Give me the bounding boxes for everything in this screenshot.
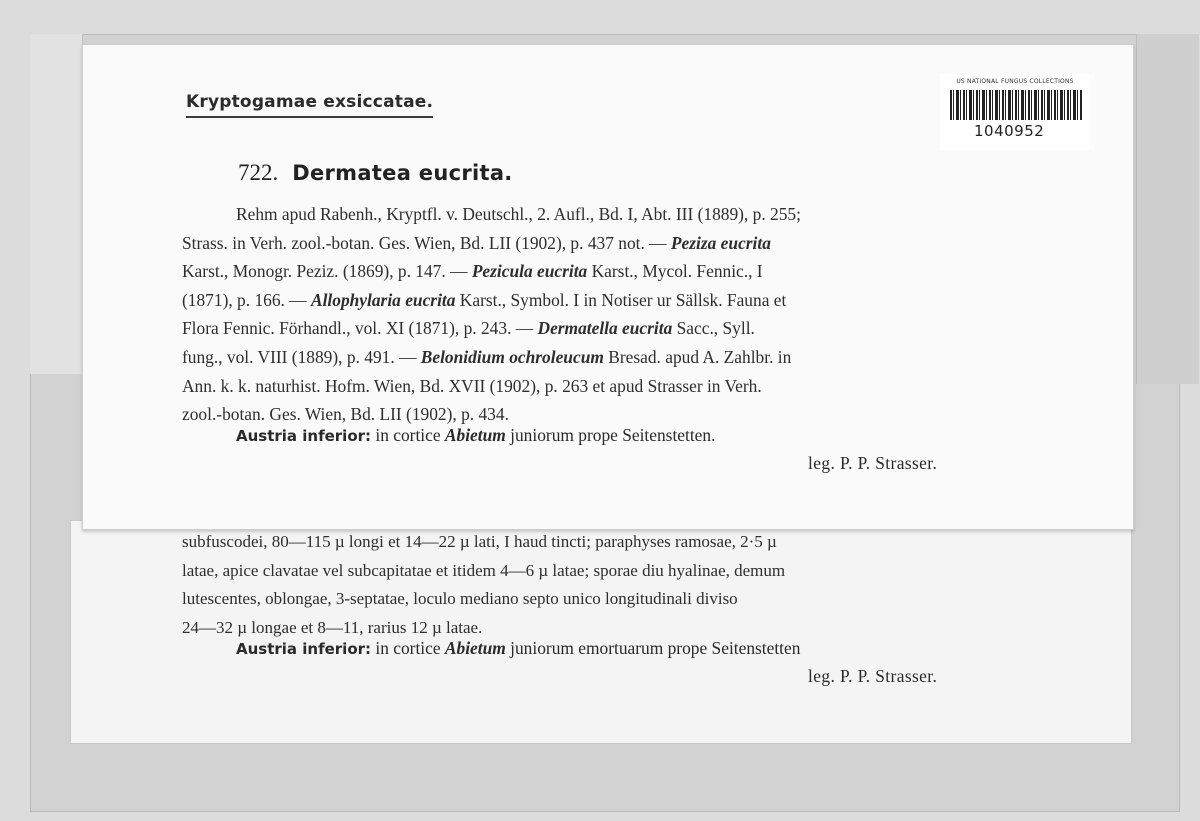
- barcode-number: 1040952: [974, 122, 1045, 140]
- taxon-name: Dermatella eucrita: [537, 318, 673, 339]
- text-segment: Sacc., Syll.: [672, 318, 755, 339]
- upper-label-collector: leg. P. P. Strasser.: [808, 453, 938, 473]
- text-line: [182, 200, 1026, 229]
- upper-label-locality: Austria inferior: in cortice Abietum juniorum prope Seitenstetten.: [236, 425, 716, 445]
- barcode-label: [940, 74, 1090, 150]
- text-segment: Karst., Monogr. Peziz. (1869), p. 147. —: [182, 261, 472, 282]
- text-line: [182, 286, 1026, 315]
- synonymy-text: [182, 200, 1026, 429]
- text-segment: Bresad. apud A. Zahlbr. in: [603, 346, 792, 367]
- locality-region: Austria inferior:: [236, 427, 372, 445]
- species-name: Dermatea eucrita.: [292, 161, 513, 185]
- text-segment: zool.-botan. Ges. Wien, Bd. LII (1902), p. 434.: [182, 404, 509, 425]
- text-segment: Strass. in Verh. zool.-botan. Ges. Wien, Bd. LII (1902), p. 437 not. —: [182, 232, 671, 253]
- text-line: [182, 372, 1026, 401]
- lower-label-collector: leg. P. P. Strasser.: [808, 666, 938, 686]
- lower-label-description: [182, 528, 1018, 642]
- lower-label-locality: Austria inferior: in cortice Abietum juniorum emortuarum prope Seitenstetten: [236, 638, 801, 658]
- text-segment: (1871), p. 166. —: [182, 289, 311, 310]
- text-line: [182, 314, 1026, 343]
- text-segment: fung., vol. VIII (1889), p. 491. —: [182, 346, 421, 367]
- folder-flap-right: [1136, 34, 1199, 384]
- text-line: [182, 585, 1018, 614]
- text-segment: Karst., Symbol. I in Notiser ur Sällsk. Fauna et: [455, 289, 787, 310]
- text-line: [182, 257, 1026, 286]
- entry-number: 722.: [238, 160, 279, 185]
- folder-flap-left: [30, 34, 83, 374]
- text-segment: subfuscodei, 80—115 µ longi et 14—22 µ lati, I haud tincti; paraphyses ramosae, 2·5 µ: [182, 532, 777, 551]
- text-line: [182, 557, 1018, 586]
- barcode-caption: US NATIONAL FUNGUS COLLECTIONS: [956, 78, 1074, 85]
- barcode-icon: [950, 90, 1082, 120]
- text-line: [182, 528, 1018, 557]
- taxon-name: Belonidium ochroleucum: [420, 346, 604, 367]
- taxon-name: Allophylaria eucrita: [310, 289, 456, 310]
- species-heading: [238, 160, 513, 186]
- text-segment: 24—32 µ longae et 8—11, rarius 12 µ latae.: [182, 617, 483, 637]
- text-segment: Flora Fennic. Förhandl., vol. XI (1871), p. 243. —: [182, 318, 538, 339]
- text-line: [182, 229, 1026, 258]
- substrate-name: Abietum: [444, 638, 506, 658]
- series-title: Kryptogamae exsiccatae.: [186, 92, 433, 118]
- text-segment: latae, apice clavatae vel subcapitatae et itidem 4—6 µ latae; sporae diu hyalinae, demum: [182, 560, 786, 580]
- locality-region: Austria inferior:: [236, 640, 372, 658]
- taxon-name: Pezicula eucrita: [471, 261, 588, 282]
- text-segment: Karst., Mycol. Fennic., I: [587, 261, 763, 282]
- text-segment: Rehm apud Rabenh., Kryptfl. v. Deutschl., 2. Aufl., Bd. I, Abt. III (1889), p. 255;: [236, 204, 801, 224]
- text-line: [182, 343, 1026, 372]
- taxon-name: Peziza eucrita: [670, 232, 771, 253]
- text-segment: Ann. k. k. naturhist. Hofm. Wien, Bd. XVII (1902), p. 263 et apud Strasser in Verh.: [182, 375, 762, 396]
- substrate-name: Abietum: [444, 425, 506, 445]
- text-segment: lutescentes, oblongae, 3-septatae, loculo mediano septo unico longitudinali diviso: [182, 589, 738, 609]
